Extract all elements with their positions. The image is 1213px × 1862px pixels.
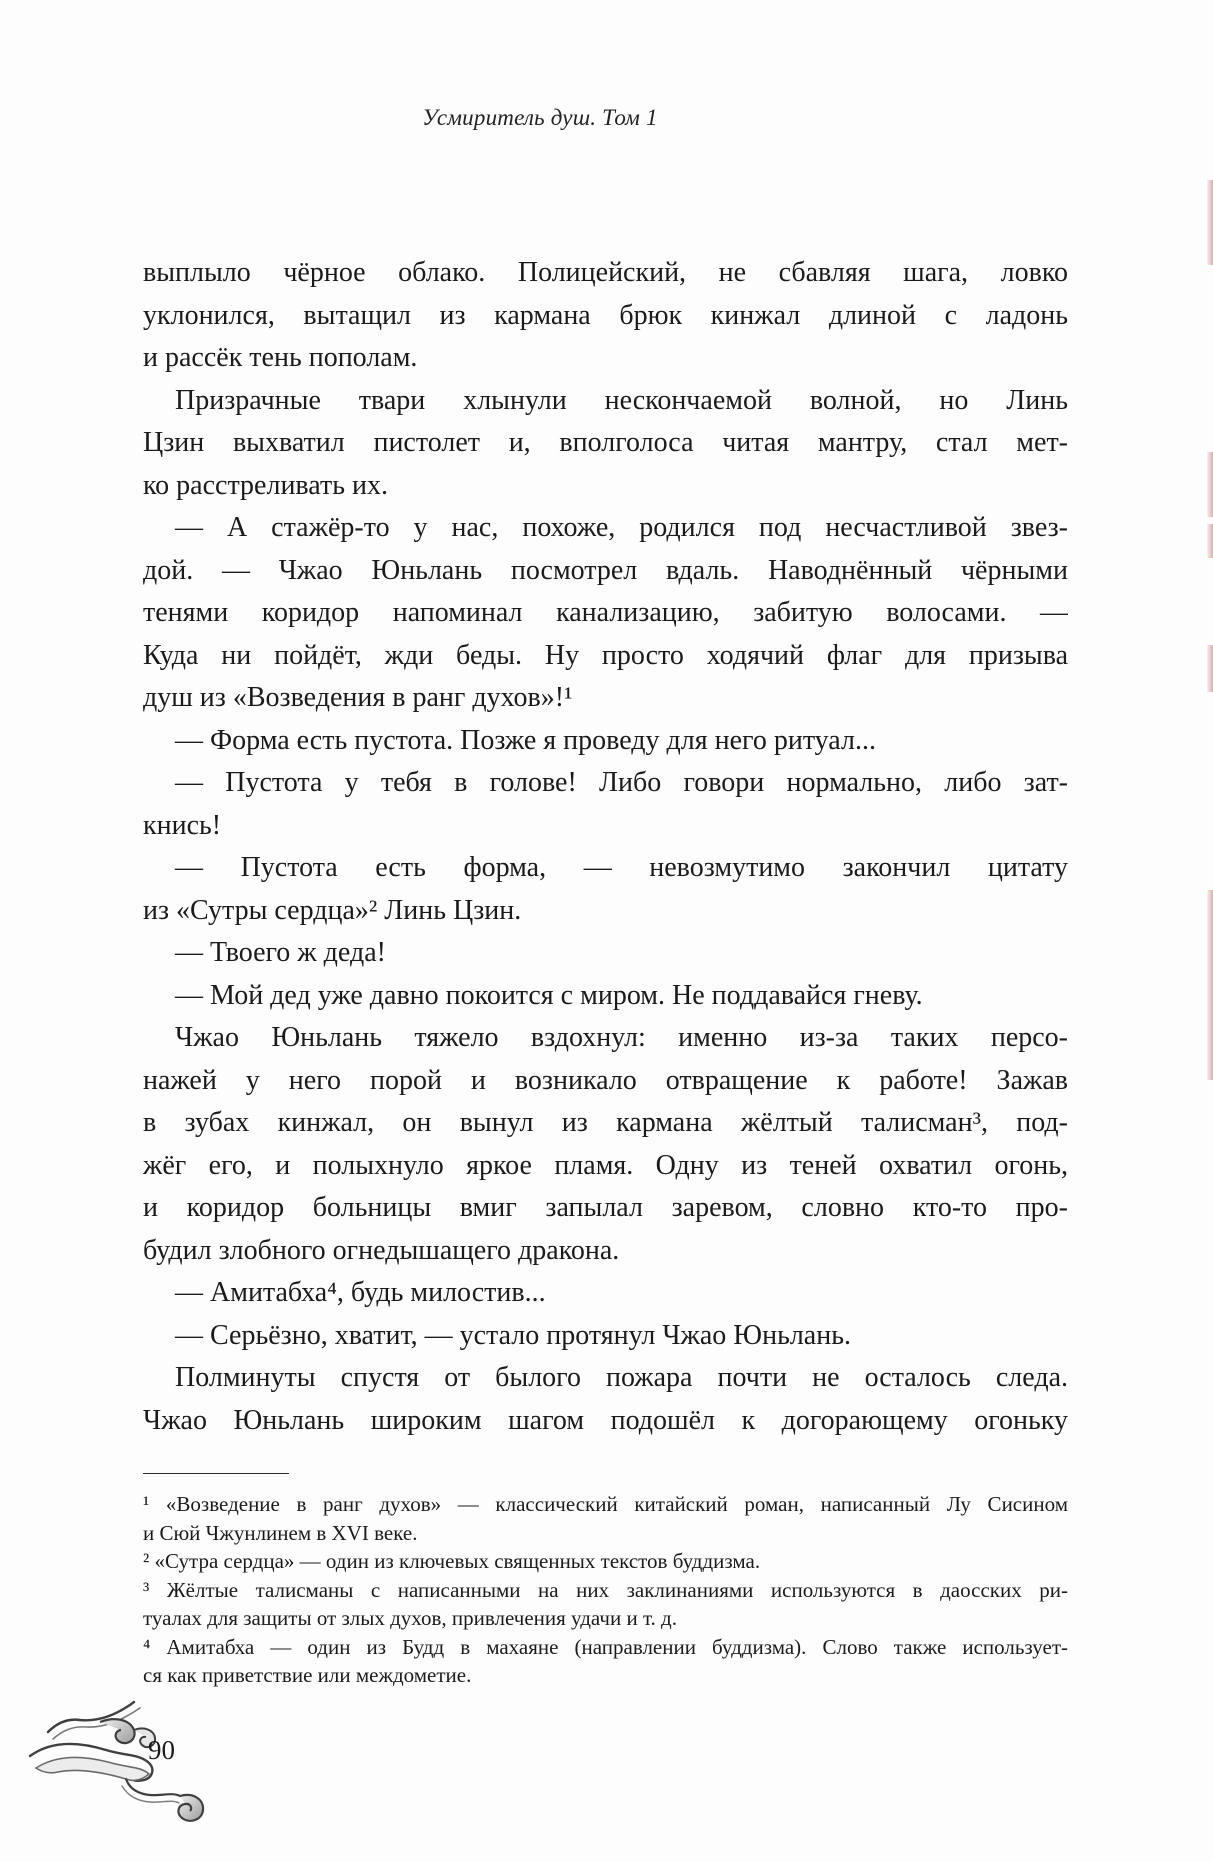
paragraph xyxy=(143,380,1068,508)
paragraph xyxy=(143,762,1068,847)
text-line: в зубах кинжал, он вынул из кармана жёлтый талисман³, под- xyxy=(143,1107,1068,1138)
text-line: и рассёк тень пополам. xyxy=(143,342,418,373)
paragraph xyxy=(143,1315,1068,1358)
text-line: выплыло чёрное облако. Полицейский, не сбавляя шага, ловко xyxy=(143,257,1068,288)
paragraph xyxy=(143,1272,1068,1315)
body-text-block xyxy=(143,252,1068,1442)
paragraph xyxy=(143,1017,1068,1272)
footnote xyxy=(143,1490,1068,1547)
paragraph xyxy=(143,975,1068,1018)
page-number: 90 xyxy=(148,1735,175,1765)
paragraph xyxy=(143,932,1068,975)
text-line: тенями коридор напоминал канализацию, забитую волосами. — xyxy=(143,597,1068,628)
text-line: Цзин выхватил пистолет и, вполголоса читая мантру, стал мет- xyxy=(143,427,1068,458)
text-line: уклонился, вытащил из кармана брюк кинжал длиной с ладонь xyxy=(143,299,1068,331)
text-line: жёг его, и полыхнуло яркое пламя. Одну из теней охватил огонь, xyxy=(143,1149,1068,1181)
scan-edge-artifact xyxy=(1207,645,1213,692)
text-line: дой. — Чжао Юньлань посмотрел вдаль. Наводнённый чёрными xyxy=(143,554,1068,586)
scan-edge-artifact xyxy=(1207,180,1213,265)
text-line: — Форма есть пустота. Позже я проведу для него ритуал... xyxy=(175,724,876,756)
footnote-line: туалах для защиты от злых духов, привлечения удачи и т. д. xyxy=(143,1606,677,1630)
scan-edge-artifact xyxy=(1207,452,1213,517)
footnote-line: ¹ «Возведение в ранг духов» — классический китайский роман, написанный Лу Сисином xyxy=(143,1492,1068,1516)
footnote-line: ⁴ Амитабха — один из Будд в махаяне (направлении буддизма). Слово также использует- xyxy=(143,1634,1068,1659)
text-line: кнись! xyxy=(143,809,222,841)
text-line: — Мой дед уже давно покоится с миром. Не поддавайся гневу. xyxy=(175,979,923,1011)
text-line: ко расстреливать их. xyxy=(143,469,388,501)
cloud-ornament-graphic xyxy=(22,1698,217,1831)
paragraph xyxy=(143,847,1068,932)
text-line: — А стажёр-то у нас, похоже, родился под несчастливой звез- xyxy=(175,512,1068,543)
text-line: Чжао Юньлань тяжело вздохнул: именно из-за таких персо- xyxy=(175,1022,1068,1053)
footnote xyxy=(143,1576,1068,1633)
paragraph xyxy=(143,1357,1068,1442)
text-line: нажей у него порой и возникало отвращение к работе! Зажав xyxy=(143,1064,1068,1096)
paragraph xyxy=(143,720,1068,763)
text-line: Полминуты спустя от былого пожара почти не осталось следа. xyxy=(175,1362,1068,1393)
text-line: из «Сутры сердца»² Линь Цзин. xyxy=(143,894,522,926)
text-line: — Пустота у тебя в голове! Либо говори нормально, либо зат- xyxy=(175,767,1068,798)
text-line: будил злобного огнедышащего дракона. xyxy=(143,1234,620,1266)
scan-edge-artifact xyxy=(1207,524,1213,558)
paragraph xyxy=(143,252,1068,380)
footnote-line: ² «Сутра сердца» — один из ключевых священных текстов буддизма. xyxy=(143,1549,761,1573)
text-line: Чжао Юньлань широким шагом подошёл к догорающему огоньку xyxy=(143,1404,1068,1436)
running-head: Усмиритель душ. Том 1 xyxy=(422,105,658,130)
text-line: — Амитабха⁴, будь милостив... xyxy=(175,1277,546,1308)
text-line: душ из «Возведения в ранг духов»!¹ xyxy=(143,682,573,713)
text-line: Призрачные твари хлынули нескончаемой волной, но Линь xyxy=(175,384,1068,416)
text-line: — Твоего ж деда! xyxy=(175,937,386,968)
footnote-separator xyxy=(143,1473,289,1474)
paragraph xyxy=(143,507,1068,720)
footnote xyxy=(143,1547,1068,1576)
footnotes-block xyxy=(143,1490,1068,1690)
footnote-line: и Сюй Чжунлинем в XVI веке. xyxy=(143,1520,418,1545)
footnote-line: ³ Жёлтые талисманы с написанными на них заклинаниями используются в даосских ри- xyxy=(143,1577,1068,1602)
footnote xyxy=(143,1633,1068,1690)
scan-edge-artifact xyxy=(1207,890,1213,1080)
text-line: — Пустота есть форма, — невозмутимо закончил цитату xyxy=(175,852,1068,883)
footnote-line: ся как приветствие или междометие. xyxy=(143,1663,472,1687)
text-line: и коридор больницы вмиг запылал заревом, словно кто-то про- xyxy=(143,1192,1068,1223)
text-line: Куда ни пойдёт, жди беды. Ну просто ходячий флаг для призыва xyxy=(143,639,1068,671)
text-line: — Серьёзно, хватит, — устало протянул Чжао Юньлань. xyxy=(175,1319,851,1351)
